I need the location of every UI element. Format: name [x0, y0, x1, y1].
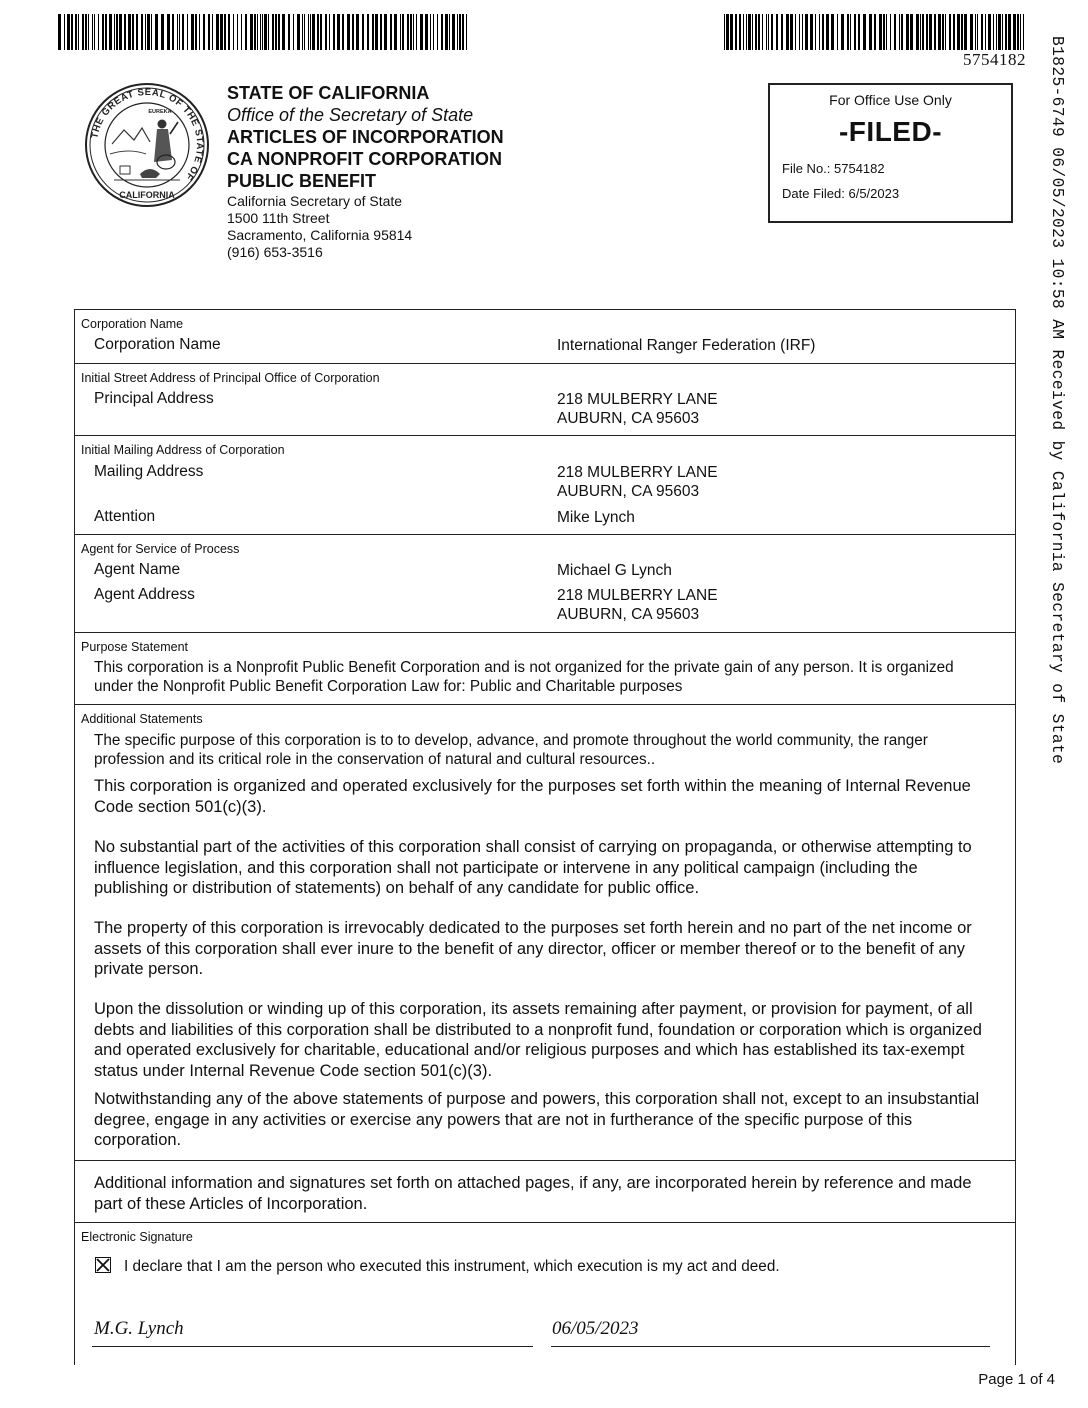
section-heading: Additional Statements [81, 712, 203, 726]
barcode-number: 5754182 [963, 50, 1026, 69]
section-attached-pages [75, 1161, 1015, 1223]
office-title: Office of the Secretary of State [227, 105, 474, 125]
office-address [227, 193, 412, 261]
agent-name-value: Michael G Lynch [557, 562, 672, 579]
date-line [551, 1346, 990, 1347]
checkmark-x-icon [95, 1257, 111, 1273]
statement-paragraph: Notwithstanding any of the above statements of purpose and powers, this corporation shall not, except to an insubstantial degree, engage in any activities or exercise any powers that are not in furtherance of the specific purpose of this corporation. [94, 1090, 980, 1149]
section-heading: Electronic Signature [81, 1230, 193, 1244]
state-title: STATE OF CALIFORNIA [227, 83, 430, 103]
section-corporation-name [75, 310, 1015, 364]
document-title-2: CA NONPROFIT CORPORATION [227, 149, 502, 169]
address-line: 218 MULBERRY LANE [557, 464, 718, 481]
address-line: Sacramento, California 95814 [227, 227, 413, 243]
address-line: AUBURN, CA 95603 [557, 606, 700, 623]
date-filed: Date Filed: 6/5/2023 [782, 186, 900, 201]
corporation-name-value: International Ranger Federation (IRF) [557, 337, 816, 354]
statement-paragraph: Upon the dissolution or winding up of this corporation, its assets remaining after payment, or provision for payment, of all debts and liabilities of this corporation shall be distributed to a nonprofit fund, foundation or corporation which is organized and operated exclusively for charitable, educational and/or religious purposes and which has established its tax-exempt status under Internal Revenue Code section 501(c)(3). [94, 1000, 982, 1080]
articles-form [74, 309, 1016, 1365]
signature-line [92, 1346, 533, 1347]
office-use-label: For Office Use Only [829, 92, 952, 108]
attention-value: Mike Lynch [557, 509, 635, 526]
section-heading: Initial Mailing Address of Corporation [81, 443, 285, 457]
address-line: 218 MULBERRY LANE [557, 391, 718, 408]
section-mailing-address [75, 436, 1015, 535]
specific-purpose-paragraph: The specific purpose of this corporation is to to develop, advance, and promote throughout the world community, the ranger profession and its critical role in the conservation of natural and cultural resources.. [94, 732, 928, 768]
attached-statement: Additional information and signatures set forth on attached pages, if any, are incorporated herein by reference and made part of these Articles of Incorporation. [94, 1174, 972, 1213]
section-heading: Corporation Name [81, 317, 184, 331]
state-seal-icon [84, 82, 210, 208]
address-line: California Secretary of State [227, 193, 403, 209]
field-label: Mailing Address [94, 463, 204, 480]
section-heading: Initial Street Address of Principal Office of Corporation [81, 371, 380, 385]
signature-date: 06/05/2023 [552, 1318, 639, 1339]
section-principal-address [75, 364, 1015, 436]
document-header [227, 82, 504, 192]
agent-address-label: Agent Address [94, 586, 195, 603]
statement-paragraph: This corporation is organized and operated exclusively for the purposes set forth within the meaning of Internal Revenue Code section 501(c)(3). [94, 777, 971, 816]
received-stamp: B1825-6749 06/05/2023 10:58 AM Received by California Secretary of State [1048, 36, 1066, 765]
address-line: AUBURN, CA 95603 [557, 483, 700, 500]
agent-name-label: Agent Name [94, 561, 181, 578]
mailing-address-value [557, 463, 718, 501]
declaration-text: I declare that I am the person who executed this instrument, which execution is my act and deed. [124, 1258, 780, 1275]
section-additional-statements [75, 705, 1015, 1161]
office-use-box [768, 83, 1013, 223]
section-heading: Agent for Service of Process [81, 542, 240, 556]
barcode-bar [466, 14, 467, 50]
phone-number: (916) 653-3516 [227, 244, 323, 260]
document-title-3: PUBLIC BENEFIT [227, 171, 377, 191]
attention-label: Attention [94, 508, 156, 525]
svg-text:CALIFORNIA: CALIFORNIA [119, 190, 175, 200]
address-line: 1500 11th Street [227, 210, 330, 226]
purpose-statement: This corporation is a Nonprofit Public Benefit Corporation and is not organized for the private gain of any person. It is organized under the Nonprofit Public Benefit Corporation Law for: Public and Charitable purposes [94, 659, 954, 695]
svg-text:THE GREAT SEAL OF THE STATE OF: THE GREAT SEAL OF THE STATE OF [89, 86, 206, 183]
barcode-right [724, 14, 1024, 50]
signature-name: M.G. Lynch [94, 1318, 184, 1339]
statement-paragraph: No substantial part of the activities of this corporation shall consist of carrying on propaganda, or otherwise attempting to influence legislation, and this corporation shall not participate or intervene in any political campaign (including the publishing or distribution of statements) on behalf of any candidate for public office. [94, 838, 972, 897]
section-heading: Purpose Statement [81, 640, 189, 654]
document-title-1: ARTICLES OF INCORPORATION [227, 127, 504, 147]
file-number: File No.: 5754182 [782, 161, 885, 176]
svg-text:EUREKA: EUREKA [148, 109, 172, 115]
field-label: Principal Address [94, 390, 214, 407]
section-purpose [75, 633, 1015, 705]
section-agent [75, 535, 1015, 633]
barcode-bar [1023, 14, 1024, 50]
barcode-left [58, 14, 467, 50]
field-label: Corporation Name [94, 336, 221, 353]
filed-status: -FILED- [838, 116, 943, 147]
agent-address-value [557, 586, 718, 624]
page-number: Page 1 of 4 [978, 1371, 1055, 1388]
principal-address-value [557, 390, 718, 428]
declaration-checkbox[interactable] [95, 1257, 111, 1273]
address-line: AUBURN, CA 95603 [557, 410, 700, 427]
address-line: 218 MULBERRY LANE [557, 587, 718, 604]
statement-paragraph: The property of this corporation is irrevocably dedicated to the purposes set forth herein and no part of the net income or assets of this corporation shall ever inure to the benefit of any director, officer or member thereof or to the benefit of any private person. [94, 919, 972, 978]
